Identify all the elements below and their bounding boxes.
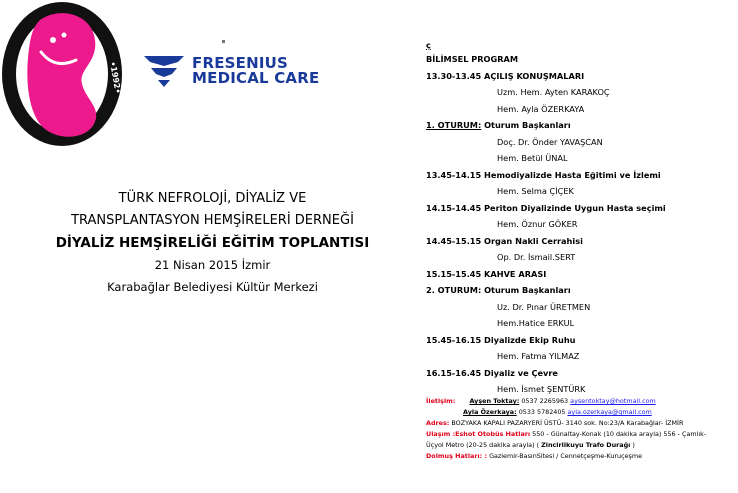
- contact-label: İletişim:: [426, 397, 456, 405]
- event-title: DİYALİZ HEMŞİRELİĞİ EĞİTİM TOPLANTISI: [55, 235, 370, 251]
- dolmus-text: Gaziemir-BasınSitesi / Cennetçeşme-Kuruçeşme: [487, 452, 643, 460]
- fresenius-chevron-icon: [142, 54, 186, 94]
- kidney-smile-logo-icon: [0, 0, 128, 148]
- program-session: 13.45-14.15 Hemodiyalizde Hasta Eğitimi ve İzlemi: [426, 169, 661, 180]
- contact-person2-phone: 0533 5782405: [518, 408, 566, 416]
- transport-line2: Üçyol Metro (20-25 dakika arayla) (: [426, 441, 542, 449]
- transport-row: [426, 429, 738, 440]
- contact-person2-email[interactable]: ayla.ozerkaya@gmail.com: [567, 408, 652, 416]
- program-session: 15.45-16.15 Diyalizde Ekip Ruhu: [426, 334, 576, 345]
- dolmus-row: [426, 451, 738, 462]
- transport-label: Ulaşım :Eshot Otobüs Hatları: [426, 430, 531, 438]
- org-name-line2: TRANSPLANTASYON HEMŞİRELERİ DERNEĞİ: [71, 213, 354, 228]
- program-session: 16.15-16.45 Diyaliz ve Çevre: [426, 367, 558, 378]
- program-speaker: Hem. Öznur GÖKER: [497, 219, 578, 229]
- fresenius-line1: FRESENIUS: [192, 54, 289, 72]
- contact-row-2: [426, 407, 738, 418]
- program-session-header: [426, 117, 736, 134]
- fresenius-logo: [140, 38, 320, 90]
- program-session: 14.15-14.45 Periton Diyalizinde Uygun Hasta seçimi: [426, 202, 666, 213]
- transport-text: 550 - Günaltay-Konak (10 dakika arayla) 556 - Çamlık-: [530, 430, 707, 438]
- program-rows: [426, 68, 736, 398]
- dolmus-label: Dolmuş Hatları: :: [426, 452, 488, 460]
- contact-person1-phone: 0537 2265963: [521, 397, 569, 405]
- program-speaker: Hem. Fatma YILMAZ: [497, 351, 580, 361]
- program-speaker: Doç. Dr. Önder YAVAŞCAN: [497, 136, 603, 147]
- contact-person1-name: Ayşen Toktay:: [469, 397, 520, 405]
- program-session: 14.45-15.15 Organ Nakli Cerrahisi: [426, 235, 583, 246]
- address-label: Adres:: [426, 419, 450, 427]
- program-speaker: Hem. Ayla ÖZERKAYA: [497, 103, 585, 114]
- contact-row-1: [426, 396, 738, 407]
- program-speaker: Uzm. Hem. Ayten KARAKOÇ: [497, 87, 610, 97]
- transport-stop: Zincirlikuyu Trafo Durağı: [541, 441, 631, 449]
- program-speaker: Hem. İsmet ŞENTÜRK: [497, 384, 586, 394]
- association-logo: [0, 0, 128, 148]
- stray-char: ç: [426, 40, 431, 50]
- dot-mark: [222, 40, 225, 43]
- fresenius-line2: MEDICAL CARE: [192, 69, 320, 87]
- title-block: [40, 188, 385, 298]
- program-speaker: Op. Dr. İsmail.SERT: [497, 252, 576, 262]
- transport-end: ): [630, 441, 635, 449]
- svg-text:•1992•: •1992•: [108, 60, 123, 95]
- session-number: 1. OTURUM:: [426, 120, 482, 130]
- event-venue: Karabağlar Belediyesi Kültür Merkezi: [107, 280, 318, 294]
- program-heading: BİLİMSEL PROGRAM: [426, 54, 519, 64]
- program-speaker: Uz. Dr. Pınar ÜRETMEN: [497, 301, 591, 312]
- program-session: 15.15-15.45 KAHVE ARASI: [426, 268, 547, 279]
- program-session: 2. OTURUM: Oturum Başkanları: [426, 285, 571, 295]
- session-chairs-label: Oturum Başkanları: [481, 120, 571, 130]
- program-speaker: Hem.Hatice ERKUL: [497, 318, 575, 328]
- scientific-program: [426, 40, 736, 398]
- contact-block: [426, 396, 738, 462]
- address-row: [426, 418, 738, 429]
- program-session: 13.30-13.45 AÇILIŞ KONUŞMALARI: [426, 70, 585, 81]
- contact-person2-name: Ayla Özerkaya:: [463, 408, 517, 416]
- org-name-line1: TÜRK NEFROLOJİ, DİYALİZ VE: [118, 191, 307, 206]
- transport-row-2: [426, 440, 738, 451]
- program-speaker: Hem. Selma ÇİÇEK: [497, 186, 574, 196]
- event-date: 21 Nisan 2015 İzmir: [154, 258, 271, 272]
- contact-person1-email[interactable]: aysentoktay@hotmail.com: [570, 397, 656, 405]
- program-speaker: Hem. Betül ÜNAL: [497, 153, 568, 163]
- fresenius-wordmark: [192, 56, 319, 86]
- address-text: BOZYAKA KAPALI PAZARYERİ ÜSTÜ- 3140 sok. No:23/A Karabağlar- İZMİR: [449, 419, 684, 427]
